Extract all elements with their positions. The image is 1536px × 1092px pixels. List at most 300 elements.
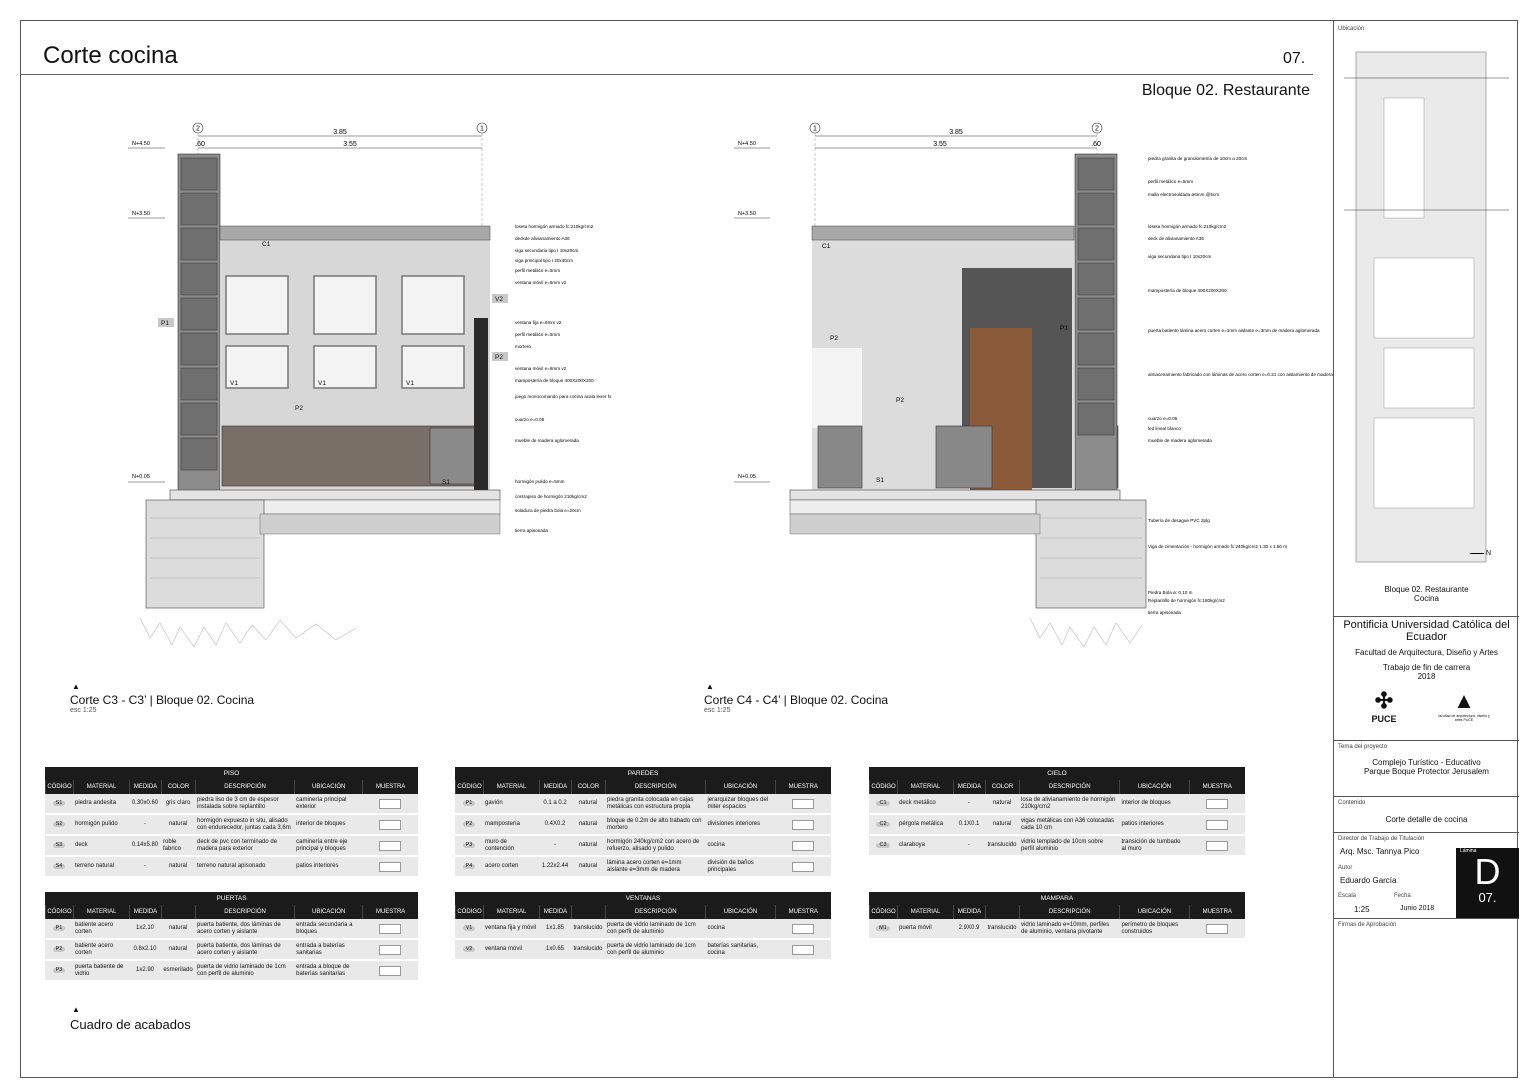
table-cell: natural [168, 925, 188, 932]
column-header: COLOR [161, 780, 195, 794]
contenido-value: Corte detalle de cocina [1385, 815, 1468, 824]
section2-caption: Corte C4 - C4’ | Bloque 02. Cocina esc 1:25 [704, 693, 889, 714]
table-cell: puerta batiente, dos láminas de acero corten y aislante [197, 922, 281, 935]
column-header: DESCRIPCIÓN [195, 905, 294, 919]
column-header: UBICACIÓN [294, 905, 362, 919]
triangle-icon: ▲ [72, 682, 80, 691]
dim-wall: .60 [195, 141, 205, 148]
interior-wall [220, 226, 490, 490]
dim-wall: .60 [1091, 141, 1101, 148]
svg-text:mueble de madera aglomerada: mueble de madera aglomerada [515, 438, 579, 443]
svg-text:malla electrosoldada ø6mm @5cm: malla electrosoldada ø6mm @5cm [1148, 192, 1220, 197]
table-cielo [869, 767, 1245, 857]
table-cell: puerta batiente de vidrio [75, 964, 124, 977]
column-header: MUESTRA [362, 780, 418, 794]
table-cell: hormigón pulido [75, 821, 118, 828]
svg-text:piedra granita de granulometrí: piedra granita de granulometría de 10cm a 20cm [1148, 156, 1248, 161]
svg-text:ventana fija e=6mm v2: ventana fija e=6mm v2 [515, 320, 562, 325]
table-cell: muro de contención [485, 839, 515, 852]
svg-text:contrapiso de hormigón 210kg/c: contrapiso de hormigón 210kg/cm2 [515, 494, 587, 499]
level-label: N+0.05 [132, 474, 150, 480]
column-header: UBICACIÓN [1119, 905, 1188, 919]
svg-text:puerta batiente lámina acero c: puerta batiente lámina acero corten e=1mm aislante e=3mm de madera aglomerada [1148, 328, 1320, 333]
column-header [161, 905, 195, 919]
table-cell: V2 [463, 947, 476, 953]
column-header: CÓDIGO [869, 780, 897, 794]
column-header: MEDIDA [539, 780, 571, 794]
table-row [869, 919, 1245, 940]
material-swatch-icon [379, 820, 401, 830]
table-cell: natural [578, 800, 598, 807]
table-header [45, 780, 418, 794]
table-cell: translucido [573, 925, 603, 932]
material-swatch-icon [379, 945, 401, 955]
table-row [455, 836, 831, 857]
table-cell: puerta batiente, dos láminas de acero corten y aislante [197, 943, 281, 956]
column-header: MUESTRA [362, 905, 418, 919]
table-row [455, 815, 831, 836]
table-cell: entrada a bloque de baterías sanitarias [296, 964, 350, 977]
material-swatch-icon [792, 841, 814, 851]
tag: C1 [262, 241, 271, 248]
table-cell: natural [578, 842, 598, 849]
table-cell: natural [578, 863, 598, 870]
svg-text:ventana móvil e=6mm v2: ventana móvil e=6mm v2 [515, 366, 567, 371]
column-header: MATERIAL [483, 905, 539, 919]
table-ventanas [455, 892, 831, 961]
column-header: CÓDIGO [455, 780, 483, 794]
table-title: MAMPARA [869, 892, 1245, 905]
university-name: Pontificia Universidad Católica del Ecuador [1343, 619, 1510, 643]
table-header [45, 905, 418, 919]
table-cell: ventana fija y móvil [485, 925, 537, 932]
table-cell: puerta móvil [899, 925, 932, 932]
table-cell: mampostería [485, 821, 521, 828]
svg-text:perfil metálico e=5mm: perfil metálico e=5mm [515, 268, 561, 273]
title-block [1333, 20, 1518, 1078]
svg-text:mortero: mortero [515, 344, 531, 349]
table-cell: 0.8x2.10 [133, 946, 157, 953]
table-cell: terreno natural apisonado [197, 863, 266, 870]
column-header: DESCRIPCIÓN [605, 905, 705, 919]
tag: P2 [830, 335, 838, 342]
table-cell: vigas metálicas con A36 colocadas cada 10 cm [1021, 818, 1115, 831]
table-cell: terreno natural [75, 863, 115, 870]
tag: P1 [161, 320, 169, 327]
table-row [45, 857, 418, 878]
svg-text:viga secundaria tipo I 10x20cm: viga secundaria tipo I 10x20cm [515, 248, 579, 253]
table-cell: - [968, 842, 970, 849]
column-header [571, 905, 605, 919]
svg-text:ventana móvil e=6mm v2: ventana móvil e=6mm v2 [515, 280, 567, 285]
column-header: COLOR [985, 780, 1019, 794]
table-cell: C1 [876, 801, 889, 807]
axis-label-left: 1 [813, 125, 817, 133]
triangle-icon: ▲ [72, 1005, 80, 1014]
svg-text:Tubería de desague PVC 2plg: Tubería de desague PVC 2plg [1148, 518, 1210, 523]
column-header: CÓDIGO [869, 905, 897, 919]
tag: P2 [295, 405, 303, 412]
table-cell: entrada a baterías sanitarias [296, 943, 345, 956]
column-header: MUESTRA [1189, 905, 1246, 919]
section-c3-drawing [110, 118, 612, 658]
svg-text:mampostería de bloque 400X200X: mampostería de bloque 400X200X200 [515, 378, 594, 383]
axis-label-right: 2 [1095, 125, 1099, 133]
table-cell: P1 [463, 801, 476, 807]
column-header: MEDIDA [539, 905, 571, 919]
table-cell: deck metálico [899, 800, 936, 807]
material-swatch-icon [792, 820, 814, 830]
gabion-wall [1075, 154, 1117, 494]
escala-value: 1:25 [1354, 905, 1370, 914]
material-swatch-icon [379, 966, 401, 976]
table-cell: caminería principal exterior [296, 797, 347, 810]
svg-text:viga principal tipo I 20x40cm: viga principal tipo I 20x40cm [515, 258, 573, 263]
column-header: UBICACIÓN [705, 905, 774, 919]
tag: P2 [896, 397, 904, 404]
puce-logo: ✣ PUCE [1371, 688, 1397, 724]
table-cell: claraboya [899, 842, 926, 849]
title-rule [20, 74, 1313, 75]
table-cell: P4 [463, 864, 476, 870]
table-cell: P2 [53, 947, 66, 953]
autor-value: Eduardo García [1340, 876, 1397, 885]
table-cell: roble fabrico [163, 839, 182, 852]
table-cell: deck de pvc con terminado de madera para exterior [197, 839, 278, 852]
slab-and-foundation [790, 490, 1146, 647]
table-cell: P1 [53, 926, 66, 932]
svg-text:led lineal blanco: led lineal blanco [1148, 426, 1181, 431]
column-header: DESCRIPCIÓN [195, 780, 294, 794]
ubicacion-label: Ubicación [1338, 26, 1365, 32]
triangle-icon: ▲ [706, 682, 714, 691]
table-cell: natural [168, 821, 188, 828]
column-header: MEDIDA [129, 905, 161, 919]
table-cell: 0.14x5.80 [131, 842, 159, 849]
table-cell: natural [992, 800, 1012, 807]
table-row [45, 961, 418, 982]
svg-text:soladura de piedra bola e=20cm: soladura de piedra bola e=20cm [515, 508, 581, 513]
escala-label: Escala [1338, 893, 1357, 899]
table-paredes [455, 767, 831, 878]
section1-caption: Corte C3 - C3’ | Bloque 02. Cocina esc 1:25 [70, 693, 255, 714]
director-label: Director de Trabajo de Titulación [1338, 836, 1425, 842]
table-mampara [869, 892, 1245, 940]
level-markers [734, 141, 770, 482]
table-cell: interior de bloques [296, 821, 346, 828]
tag: S1 [442, 479, 450, 486]
column-header: CÓDIGO [45, 780, 73, 794]
table-row [455, 857, 831, 878]
svg-text:deck de alivianamiento A36: deck de alivianamiento A36 [1148, 236, 1204, 241]
table-cell: 1x2.10 [135, 925, 154, 932]
axis-label-right: 1 [480, 125, 484, 133]
table-cell: lámina acero corten e=1mm aislante e=3mm de madera [607, 860, 682, 873]
level-label: N+0.05 [738, 474, 756, 480]
table-cell: patios interiores [296, 863, 339, 870]
svg-text:hormigón pulido e=5mm: hormigón pulido e=5mm [515, 479, 565, 484]
svg-text:almacenamiento fabricado con l: almacenamiento fabricado con láminas de acero corten e=0.21 con aislamiento de madera [1148, 372, 1333, 377]
tag: V2 [495, 296, 503, 303]
table-cell: división de baños principales [707, 860, 754, 873]
material-swatch-icon [379, 862, 401, 872]
table-row [45, 815, 418, 836]
table-row [45, 794, 418, 815]
column-header: COLOR [571, 780, 605, 794]
table-cell: batiente acero corten [75, 943, 114, 956]
svg-text:loseta hormigón armado fc:210k: loseta hormigón armado fc:210kg/cm2 [515, 224, 594, 229]
svg-text:mampostería de bloque 400X200X: mampostería de bloque 400X200X200 [1148, 288, 1227, 293]
column-header: MATERIAL [73, 780, 129, 794]
table-cell: puerta de vidrio laminado de 1cm con perfil de aluminio [607, 943, 696, 956]
svg-text:mueble de madera aglomerada: mueble de madera aglomerada [1148, 438, 1212, 443]
table-row [45, 919, 418, 940]
table-piso [45, 767, 418, 878]
table-row [45, 940, 418, 961]
lamina-box [1456, 848, 1519, 918]
gabion-wall [178, 154, 220, 494]
table-cell: - [144, 821, 146, 828]
table-row [45, 836, 418, 857]
faculty-name: Facultad de Arquitectura, Diseño y Artes [1355, 648, 1498, 657]
table-cell: translucido [987, 842, 1017, 849]
table-cell: vidrio templado de 10cm sobre perfil aluminio [1021, 839, 1104, 852]
material-swatch-icon [379, 924, 401, 934]
table-cell: cocina [707, 925, 725, 932]
svg-text:tierra apisonada: tierra apisonada [515, 528, 548, 533]
table-cell: M1 [876, 926, 890, 932]
lamina-label: Lámina [1460, 848, 1477, 854]
column-header: MUESTRA [775, 905, 832, 919]
svg-text:cuarzo e=0.05: cuarzo e=0.05 [1148, 416, 1178, 421]
table-cell: P2 [463, 822, 476, 828]
column-header: CÓDIGO [45, 905, 73, 919]
autor-label: Autor [1338, 865, 1353, 871]
axis-label-left: 2 [196, 125, 200, 133]
table-cell: baterías sanitarias, cocina [707, 943, 759, 956]
dim-inner: 3.55 [343, 141, 357, 148]
dim-total: 3.85 [333, 129, 347, 136]
table-title: PAREDES [455, 767, 831, 780]
faculty-logo: ▲ facultad de arquitectura, diseño y artes PUCE [1438, 688, 1490, 722]
svg-text:deckde alivianamiento A36: deckde alivianamiento A36 [515, 236, 570, 241]
table-cell: S1 [53, 801, 66, 807]
table-cell: 0.1X0.1 [958, 821, 980, 828]
table-cell: - [968, 800, 970, 807]
material-swatch-icon [1206, 841, 1228, 851]
table-cell: translucido [987, 925, 1017, 932]
table-cell: bloque de 0.2m de alto trabado con mortero [607, 818, 702, 831]
table-cell: V1 [463, 926, 476, 932]
table-cell: pérgola metálica [899, 821, 944, 828]
table-header [869, 905, 1245, 919]
column-header: UBICACIÓN [294, 780, 362, 794]
material-swatch-icon [379, 841, 401, 851]
table-cell: piedra andesita [75, 800, 117, 807]
fecha-label: Fecha [1394, 893, 1411, 899]
sheet-title: Corte cocina [43, 42, 178, 69]
table-cell: 1x2.90 [135, 967, 154, 974]
interior-wall [812, 226, 1118, 490]
lamina-number: 07. [1478, 890, 1497, 905]
gabion-cells [181, 158, 217, 470]
table-cell: - [554, 842, 556, 849]
svg-text:tierra apisonada: tierra apisonada [1148, 610, 1181, 615]
table-row [455, 919, 831, 940]
table-cell: piedra granita colocada en cajas metálicas con estructura propia [607, 797, 694, 810]
level-label: N+3.50 [132, 211, 150, 217]
material-swatch-icon [379, 799, 401, 809]
thesis-year: 2018 [1417, 672, 1436, 681]
column-header: MATERIAL [73, 905, 129, 919]
material-swatch-icon [1206, 799, 1228, 809]
table-cell: 1x1.85 [545, 925, 564, 932]
table-cell: S3 [53, 843, 66, 849]
table-cell: natural [168, 863, 188, 870]
table-title: PISO [45, 767, 418, 780]
svg-text:perfil metálico e=5mm: perfil metálico e=5mm [1148, 179, 1194, 184]
column-header: DESCRIPCIÓN [1019, 780, 1119, 794]
table-row [455, 794, 831, 815]
tag: V1 [406, 380, 414, 387]
table-cell: esmerilado [163, 967, 193, 974]
table-cell: C2 [876, 822, 889, 828]
table-title: VENTANAS [455, 892, 831, 905]
column-header: MUESTRA [1189, 780, 1246, 794]
tag: C1 [822, 243, 831, 250]
table-cell: losa de alivianamiento de hormigón 210kg/cm2 [1021, 797, 1116, 810]
column-header: MEDIDA [129, 780, 161, 794]
table-puertas [45, 892, 418, 982]
table-cell: natural [168, 946, 188, 953]
table-title: CIELO [869, 767, 1245, 780]
table-cell: interior de bloques [1121, 800, 1171, 807]
column-header: MATERIAL [897, 780, 953, 794]
table-cell: gavión [485, 800, 503, 807]
svg-text:juego monocomando para cocina: juego monocomando para cocina acala lever fv [515, 394, 612, 399]
level-markers [128, 141, 165, 482]
table-row [869, 815, 1245, 836]
firmas-label: Firmas de Aprobación [1338, 922, 1397, 928]
table-header [455, 780, 831, 794]
dim-inner: 3.55 [933, 141, 947, 148]
table-cell: S4 [53, 864, 66, 870]
table-header [455, 905, 831, 919]
table-title: PUERTAS [45, 892, 418, 905]
column-header [985, 905, 1019, 919]
svg-text:Replantillo de hormigón fc:180: Replantillo de hormigón fc:180kg/cm2 [1148, 598, 1225, 603]
table-cell: patios interiores [1121, 821, 1164, 828]
tema-value: Complejo Turístico - Educativo Parque Boque Protector Jerusalem [1364, 758, 1489, 776]
svg-text:loseta hormigón armado fc:210k: loseta hormigón armado fc:210kg/cm2 [1148, 224, 1227, 229]
dim-total: 3.85 [949, 129, 963, 136]
table-cell: divisiones interiores [707, 821, 761, 828]
table-row [455, 940, 831, 961]
column-header: MEDIDA [953, 780, 985, 794]
material-swatch-icon [1206, 924, 1228, 934]
table-cell: 2.9X0.9 [958, 925, 980, 932]
column-header: UBICACIÓN [1119, 780, 1188, 794]
svg-text:cuarzo e=0.05: cuarzo e=0.05 [515, 417, 545, 422]
table-cell: P3 [53, 968, 66, 974]
table-cell: hormigón expuesto in situ, alisado con endurecedor, juntas cada 3,6m [197, 818, 291, 831]
column-header: DESCRIPCIÓN [1019, 905, 1119, 919]
tables-caption: Cuadro de acabados [70, 1017, 191, 1032]
site-plan [1344, 48, 1509, 568]
material-swatch-icon [792, 924, 814, 934]
column-header: MATERIAL [897, 905, 953, 919]
column-header: MUESTRA [775, 780, 832, 794]
director-value: Arq. Msc. Tannya Pico [1340, 847, 1420, 856]
tag: P2 [495, 354, 503, 361]
column-header: MEDIDA [953, 905, 985, 919]
thesis-label: Trabajo de fin de carrera [1382, 663, 1471, 672]
tema-label: Tema del proyecto [1338, 744, 1388, 750]
table-cell: piedra liso de 3 cm de espesor instalada sobre replantillo [197, 797, 279, 810]
table-cell: jerarquizar bloques del miter espacios [707, 797, 769, 810]
svg-text:Viga de cimentación - hormigón: Viga de cimentación - hormigón armado fc:240kg/cm2 1.30 x 1.50 m [1148, 544, 1288, 549]
slab-and-foundation [140, 490, 500, 647]
svg-text:viga secundaria tipo I 10x20cm: viga secundaria tipo I 10x20cm [1148, 254, 1212, 259]
column-header: MATERIAL [483, 780, 539, 794]
table-cell: puerta de vidrio laminado de 1cm con perfil de aluminio [607, 922, 696, 935]
column-header: DESCRIPCIÓN [605, 780, 705, 794]
table-cell: 1.22x2.44 [541, 863, 569, 870]
table-cell: acero corten [485, 863, 519, 870]
table-cell: - [144, 863, 146, 870]
table-cell: vidrio laminado e=10mm, perfiles de aluminio, ventana pivotante [1021, 922, 1110, 935]
table-header [869, 780, 1245, 794]
tag: V1 [230, 380, 238, 387]
table-row [869, 794, 1245, 815]
svg-text:perfil metálico e=5mm: perfil metálico e=5mm [515, 332, 561, 337]
column-header: UBICACIÓN [705, 780, 774, 794]
tag: S1 [876, 477, 884, 484]
material-swatch-icon [792, 945, 814, 955]
table-cell: hormigón 240kg/cm2 con acero de refuerzo, alisado y pulido [607, 839, 700, 852]
level-label: N+3.50 [738, 211, 756, 217]
fecha-value: Junio 2018 [1400, 905, 1435, 912]
table-cell: translucido [573, 946, 603, 953]
table-cell: ventana móvil [485, 946, 523, 953]
svg-text:Piedra Bola ø: 0.10 m: Piedra Bola ø: 0.10 m [1148, 590, 1193, 595]
column-header: CÓDIGO [455, 905, 483, 919]
contenido-label: Contenido [1338, 800, 1366, 806]
material-swatch-icon [1206, 820, 1228, 830]
table-cell: 1x0.65 [545, 946, 564, 953]
table-cell: puerta de vidrio laminado de 1cm con perfil de aluminio [197, 964, 286, 977]
tag: P1 [1060, 325, 1068, 332]
table-cell: 0.4X0.2 [544, 821, 566, 828]
table-cell: perímetro de bloques construidos [1121, 922, 1179, 935]
table-cell: natural [578, 821, 598, 828]
table-cell: 0.30x0.60 [131, 800, 159, 807]
sheet-number: 07. [1283, 50, 1306, 67]
table-cell: cocina [707, 842, 725, 849]
tag: V1 [318, 380, 326, 387]
sheet-subtitle: Bloque 02. Restaurante [1141, 82, 1310, 99]
table-row [869, 836, 1245, 857]
table-cell: natural [992, 821, 1012, 828]
table-cell: transición de tumbado al muro [1121, 839, 1181, 852]
material-swatch-icon [792, 862, 814, 872]
table-cell: gris claro [165, 800, 191, 807]
table-cell: deck [75, 842, 88, 849]
table-cell: batiente acero corten [75, 922, 114, 935]
material-swatch-icon [792, 799, 814, 809]
table-cell: 0.1 a 0.2 [543, 800, 567, 807]
lamina-letter: D [1474, 851, 1501, 892]
